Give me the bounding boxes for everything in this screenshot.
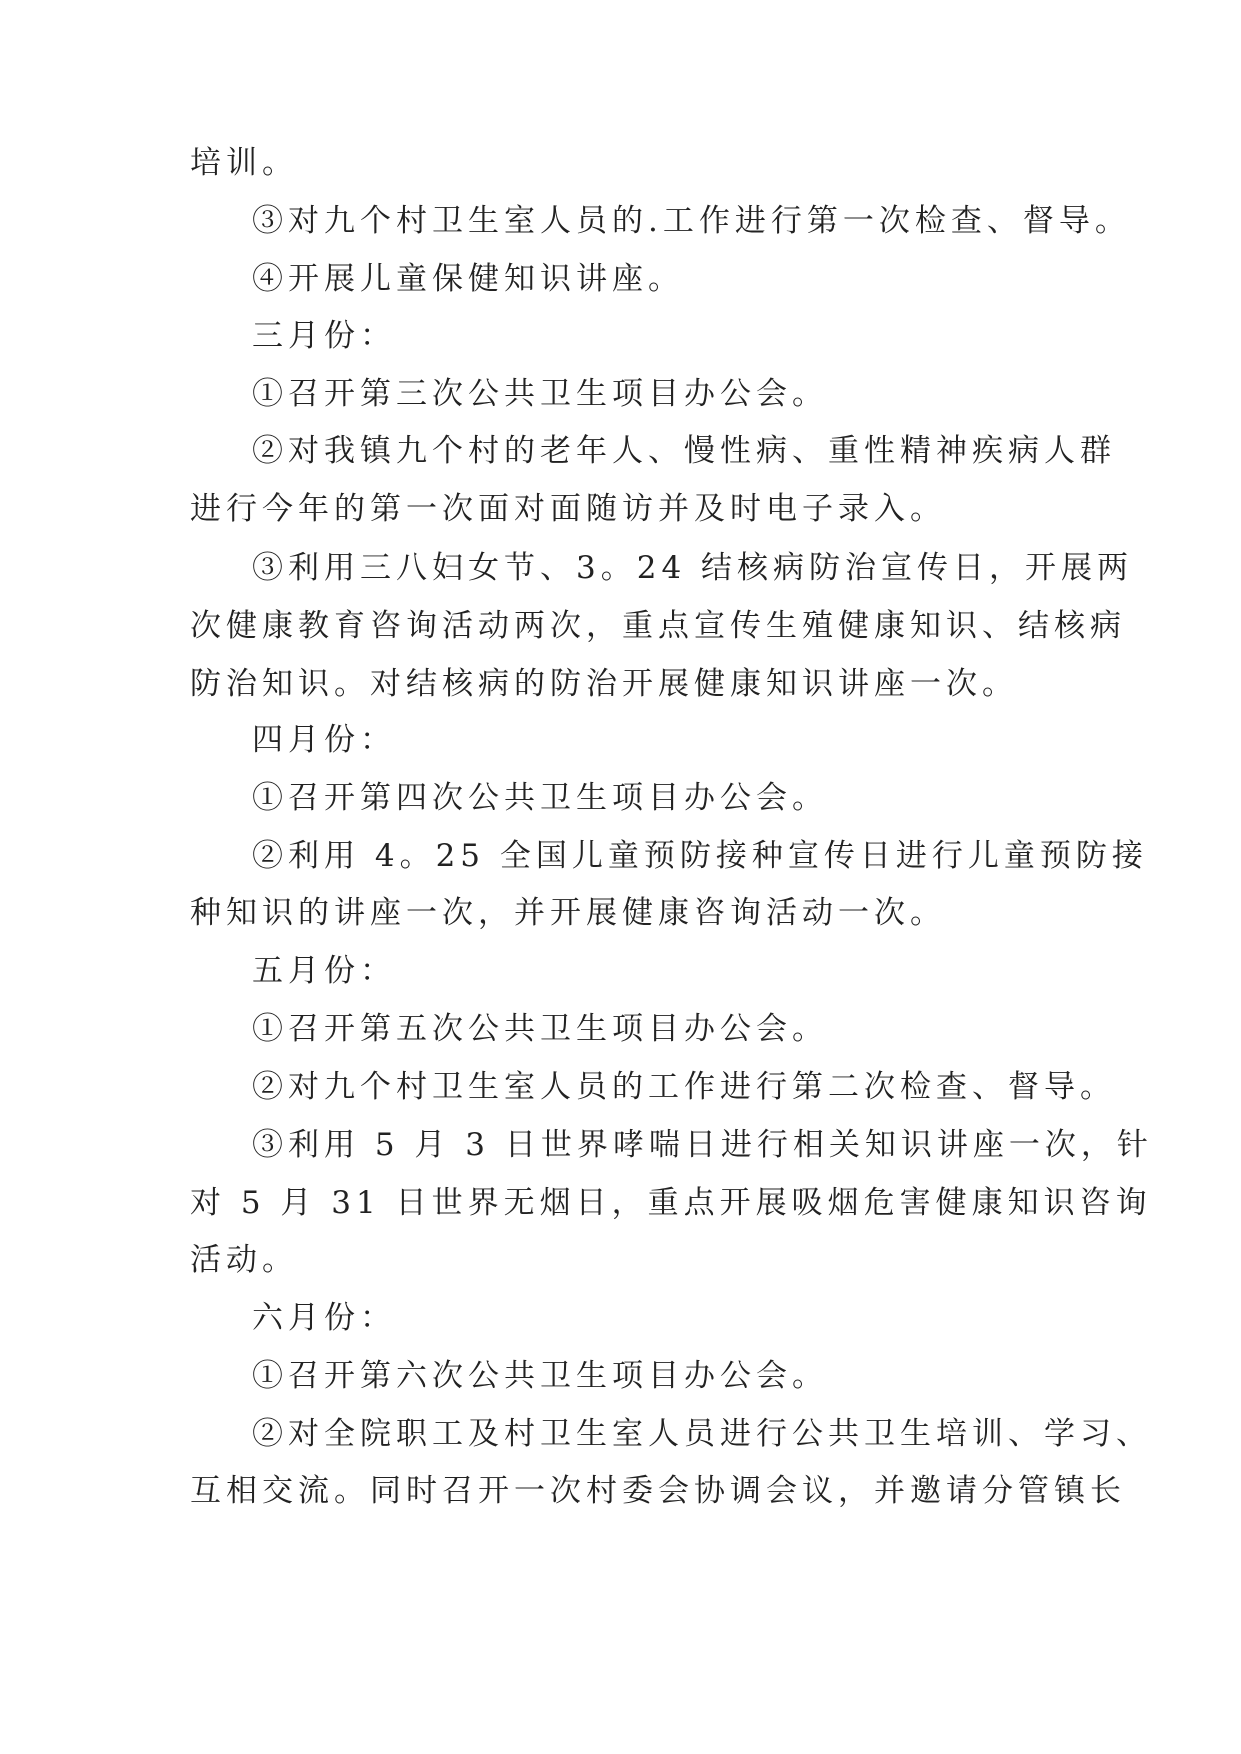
paragraph-line: ④开展儿童保健知识讲座。 xyxy=(252,261,684,297)
paragraph-line: ②利用 4。25 全国儿童预防接种宣传日进行儿童预防接 xyxy=(252,838,1148,874)
paragraph-line: ①召开第六次公共卫生项目办公会。 xyxy=(252,1358,828,1394)
paragraph-line: 进行今年的第一次面对面随访并及时电子录入。 xyxy=(190,491,946,527)
paragraph-line: ①召开第四次公共卫生项目办公会。 xyxy=(252,780,828,816)
paragraph-line: 防治知识。对结核病的防治开展健康知识讲座一次。 xyxy=(190,666,1018,702)
section-heading: 六月份： xyxy=(252,1300,396,1336)
section-heading: 三月份： xyxy=(252,318,396,354)
paragraph-line: ②对九个村卫生室人员的工作进行第二次检查、督导。 xyxy=(252,1069,1116,1105)
paragraph-line: 种知识的讲座一次，并开展健康咨询活动一次。 xyxy=(190,895,946,931)
paragraph-line: 次健康教育咨询活动两次，重点宣传生殖健康知识、结核病 xyxy=(190,608,1126,644)
paragraph-line: 活动。 xyxy=(190,1242,298,1278)
paragraph-line: ③利用三八妇女节、3。24 结核病防治宣传日，开展两 xyxy=(252,550,1134,586)
paragraph-line: ③利用 5 月 3 日世界哮喘日进行相关知识讲座一次，针 xyxy=(252,1127,1153,1163)
paragraph-line: ②对全院职工及村卫生室人员进行公共卫生培训、学习、 xyxy=(252,1416,1152,1452)
paragraph-line: ①召开第五次公共卫生项目办公会。 xyxy=(252,1011,828,1047)
section-heading: 四月份： xyxy=(252,722,396,758)
paragraph-line: 互相交流。同时召开一次村委会协调会议，并邀请分管镇长 xyxy=(190,1473,1126,1509)
paragraph-line: ②对我镇九个村的老年人、慢性病、重性精神疾病人群 xyxy=(252,433,1116,469)
section-heading: 五月份： xyxy=(252,953,396,989)
paragraph-line: 对 5 月 31 日世界无烟日，重点开展吸烟危害健康知识咨询 xyxy=(190,1185,1152,1221)
paragraph-line: ①召开第三次公共卫生项目办公会。 xyxy=(252,376,828,412)
paragraph-line: 培训。 xyxy=(190,145,298,181)
paragraph-line: ③对九个村卫生室人员的.工作进行第一次检查、督导。 xyxy=(252,203,1131,239)
